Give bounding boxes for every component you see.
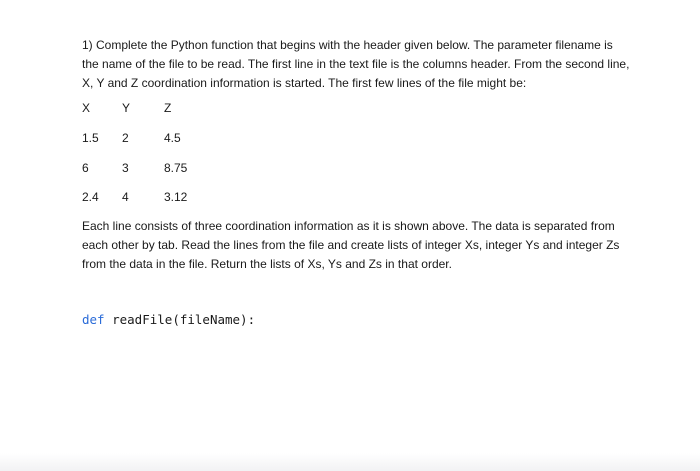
table-header-z: Z	[164, 101, 172, 115]
question-instructions: Each line consists of three coordination information as it is shown above. The data is separated from each other by tab. Read the lines from the file and create lists of integer Xs, integer Ys and integer Zs from the data in the file. Return the lists of Xs, Ys and Zs in that order.	[82, 219, 620, 271]
code-keyword: def	[82, 312, 105, 327]
table-cell: 3.12	[164, 190, 188, 204]
page-bottom-edge	[0, 453, 700, 471]
table-cell: 3	[122, 161, 129, 175]
table-cell: 6	[82, 161, 89, 175]
table-cell: 2	[122, 131, 129, 145]
table-cell: 2.4	[82, 190, 99, 204]
table-header-y: Y	[122, 101, 131, 115]
question-intro: 1) Complete the Python function that begins with the header given below. The parameter filename is the name of the file to be read. The first line in the text file is the columns header. From the second line, X, Y and Z coordination information is started. The first few lines of the file might be:	[82, 38, 630, 90]
table-header-x: X	[82, 101, 91, 115]
function-header-code	[82, 312, 255, 328]
table-cell: 4	[122, 190, 129, 204]
table-cell: 8.75	[164, 161, 188, 175]
table-cell: 4.5	[164, 131, 181, 145]
table-cell: 1.5	[82, 131, 99, 145]
code-signature: readFile(fileName):	[112, 312, 256, 327]
